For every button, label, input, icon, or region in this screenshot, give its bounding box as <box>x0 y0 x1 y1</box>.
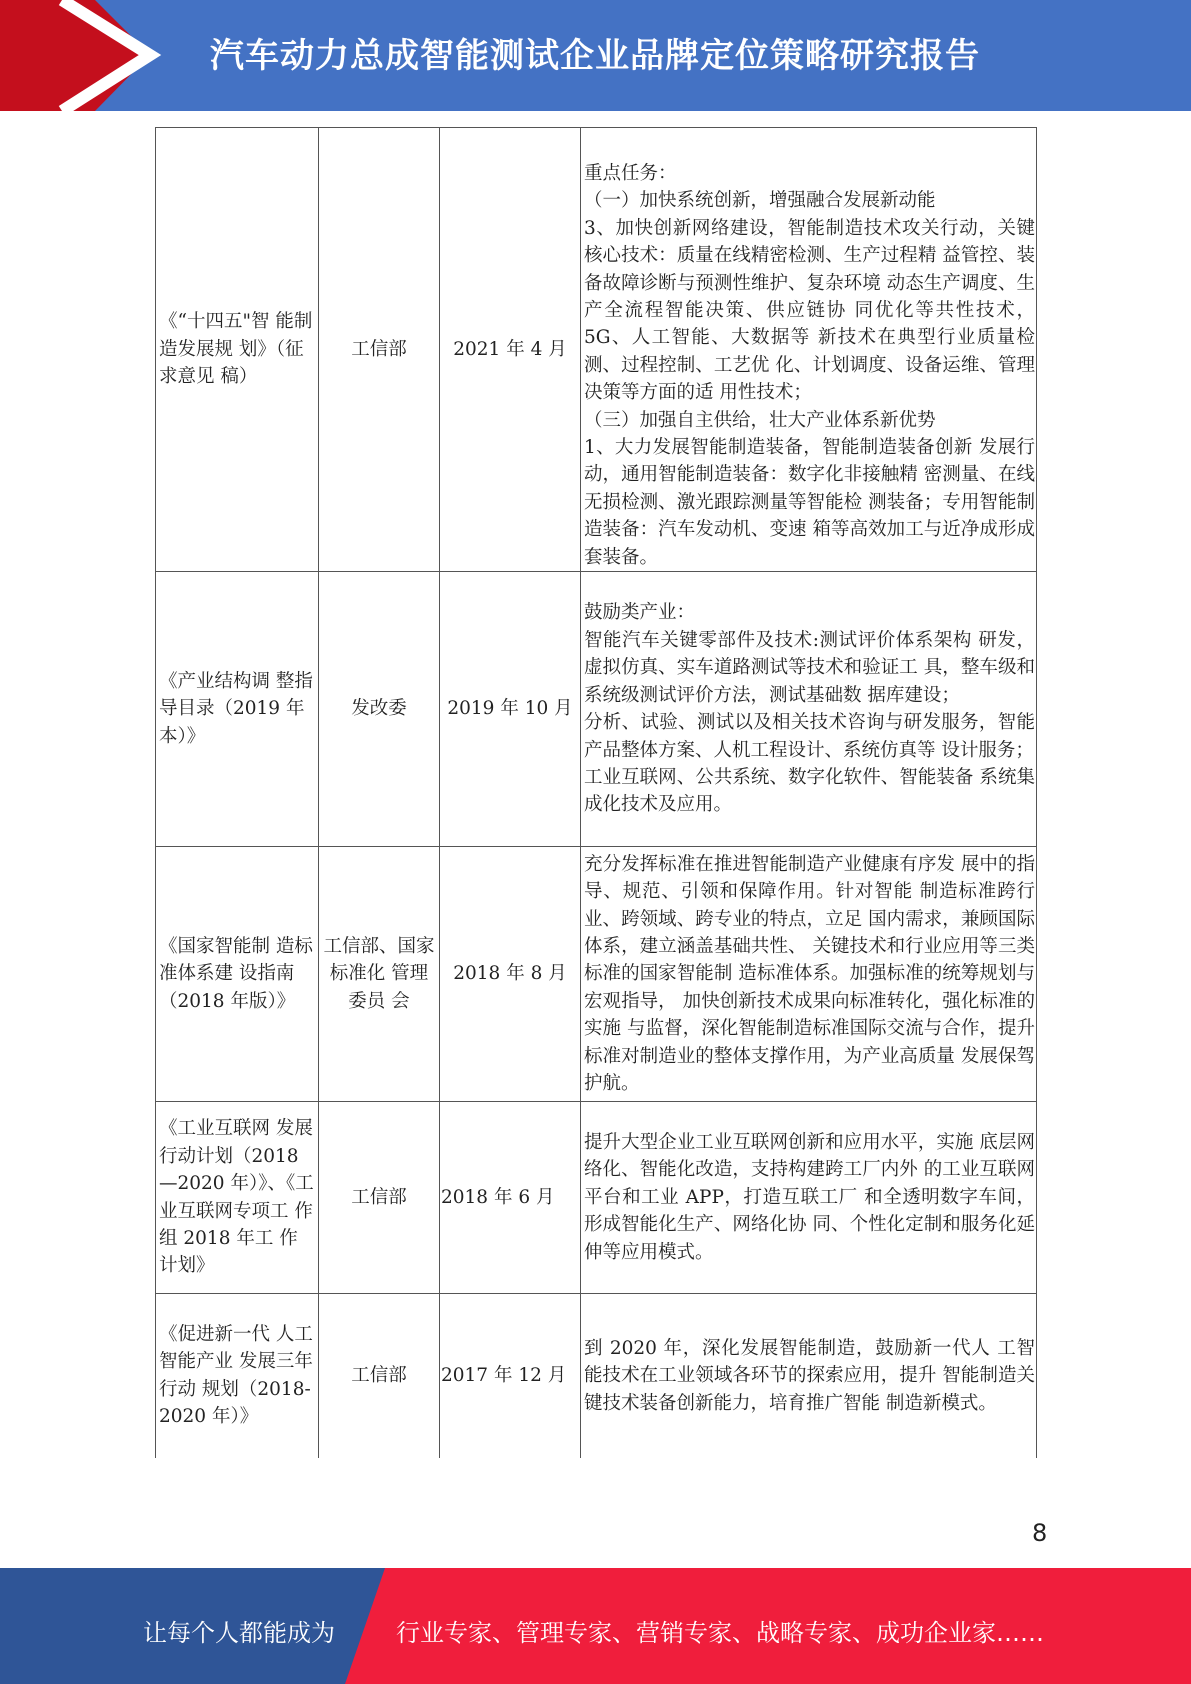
issuing-department: 工信部 <box>319 128 440 572</box>
report-title: 汽车动力总成智能测试企业品牌定位策略研究报告 <box>210 36 980 76</box>
issue-date: 2017 年 12 月 <box>440 1294 581 1458</box>
content-line: 重点任务： <box>584 163 677 184</box>
content-line: 3、加快创新网络建设，智能制造技术攻关行动，关键核心技术：质量在线精密检测、生产过程精 益管控、装备故障诊断与预测性维护、复杂环境 动态生产调度、生产全流程智能决策、供应链协 同优化等共性技术，5G、人工智能、大数据等 新技术在典型行业质量检测、过程控制、工艺优 化、计划调度、设备运维、管理决策等方面的适 用性技术； <box>584 217 1035 404</box>
content-line: 充分发挥标准在推进智能制造产业健康有序发 展中的指导、规范、引领和保障作用。针对智能 制造标准跨行业、跨领域、跨专业的特点，立足 国内需求，兼顾国际体系，建立涵盖基础共性、 关键技术和行业应用等三类标准的国家智能制 造标准体系。加强标准的统筹规划与宏观指导， 加快创新技术成果向标准转化，强化标准的实施 与监督，深化智能制造标准国际交流与合作，提升标准对制造业的整体支撑作用，为产业高质量 发展保驾护航。 <box>584 853 1035 1095</box>
policy-name: 《国家智能制 造标准体系建 设指南（2018 年版）》 <box>156 847 319 1102</box>
policy-content <box>581 572 1037 847</box>
issue-date: 2018 年 6 月 <box>440 1102 581 1294</box>
issue-date: 2018 年 8 月 <box>440 847 581 1102</box>
policy-content <box>581 1294 1037 1458</box>
content-line: （三）加强自主供给，壮大产业体系新优势 <box>584 409 936 431</box>
content-line: 到 2020 年，深化发展智能制造，鼓励新一代人 工智能技术在工业领域各环节的探索应用，提升 智能制造关键技术装备创新能力，培育推广智能 制造新模式。 <box>584 1337 1035 1414</box>
table-row <box>156 847 1037 1102</box>
content-line: 工业互联网、公共系统、数字化软件、智能装备 系统集成化技术及应用。 <box>584 766 1035 816</box>
policy-name: 《产业结构调 整指导目录（2019 年本）》 <box>156 572 319 847</box>
issuing-department: 工信部、国家标准化 管理委员 会 <box>319 847 440 1102</box>
content-line: （一）加快系统创新，增强融合发展新动能 <box>584 190 936 212</box>
policy-table <box>155 127 1037 1458</box>
content-line: 智能汽车关键零部件及技术:测试评价体系架构 研发，虚拟仿真、实车道路测试等技术和验证工 具，整车级和系统级测试评价方法，测试基础数 据库建设； <box>584 629 1035 706</box>
content-line: 分析、试验、测试以及相关技术咨询与研发服务，智能产品整体方案、人机工程设计、系统仿真等 设计服务； <box>584 712 1035 761</box>
policy-name: 《促进新一代 人工智能产业 发展三年行动 规划（2018-2020 年）》 <box>156 1294 319 1458</box>
table-row <box>156 1102 1037 1294</box>
issuing-department: 发改委 <box>319 572 440 847</box>
policy-content <box>581 1102 1037 1294</box>
issuing-department: 工信部 <box>319 1102 440 1294</box>
issue-date: 2019 年 10 月 <box>440 572 581 847</box>
content-line: 鼓励类产业： <box>584 602 696 624</box>
policy-content <box>581 847 1037 1102</box>
page-number: 8 <box>1032 1519 1048 1547</box>
content-line: 提升大型企业工业互联网创新和应用水平，实施 底层网络化、智能化改造，支持构建跨工厂内外 的工业互联网平台和工业 APP，打造互联工厂 和全透明数字车间，形成智能化生产、网络化协 同、个性化定制和服务化延伸等应用模式。 <box>584 1132 1035 1263</box>
footer-slogan-left: 让每个人都能成为 <box>143 1619 335 1647</box>
policy-content <box>581 128 1037 572</box>
footer-slogan-right: 行业专家、管理专家、营销专家、战略专家、成功企业家…… <box>396 1619 1044 1647</box>
header-bar <box>0 0 1191 111</box>
policy-name: 《“十四五"智 能制造发展规 划》（征求意见 稿） <box>156 128 319 572</box>
issue-date: 2021 年 4 月 <box>440 128 581 572</box>
table-row <box>156 572 1037 847</box>
table-row <box>156 1294 1037 1458</box>
issuing-department: 工信部 <box>319 1294 440 1458</box>
policy-name: 《工业互联网 发展行动计划（2018—2020 年）》、《工业互联网专项工 作组 2018 年工 作计划》 <box>156 1102 319 1294</box>
table-row <box>156 128 1037 572</box>
content-line: 1、大力发展智能制造装备，智能制造装备创新 发展行动，通用智能制造装备：数字化非接触精 密测量、在线无损检测、激光跟踪测量等智能检 测装备；专用智能制造装备：汽车发动机、变速 箱等高效加工与近净成形成套装备。 <box>584 437 1035 568</box>
